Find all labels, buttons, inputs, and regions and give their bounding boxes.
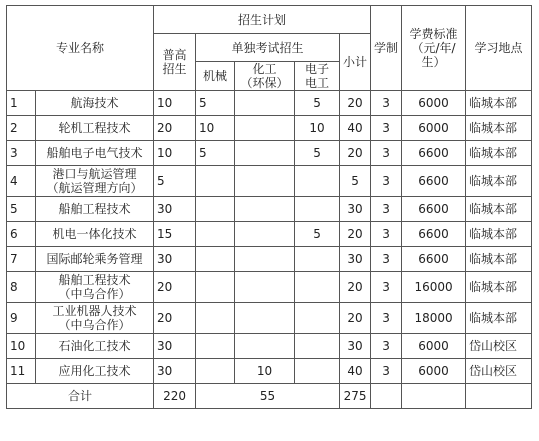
chem-count [235,197,295,222]
table-row [7,272,532,303]
elec-count [295,197,340,222]
location: 临城本部 [466,222,532,247]
mech-count [196,334,235,359]
fee: 18000 [402,303,466,334]
total-row [7,384,532,409]
mech-count: 5 [196,91,235,116]
general-count: 20 [154,303,196,334]
total-separate: 55 [196,384,340,409]
total-subtotal: 275 [340,384,371,409]
table-row [7,91,532,116]
total-fee [402,384,466,409]
major-name: 航海技术 [36,91,154,116]
table-row [7,359,532,384]
fee: 6600 [402,141,466,166]
years: 3 [371,116,402,141]
general-count: 30 [154,197,196,222]
subtotal: 30 [340,334,371,359]
fee: 6000 [402,334,466,359]
subtotal: 20 [340,272,371,303]
general-count: 20 [154,272,196,303]
major-name: 石油化工技术 [36,334,154,359]
subtotal: 20 [340,91,371,116]
row-number: 9 [7,303,36,334]
major-name: 船舶电子电气技术 [36,141,154,166]
row-number: 4 [7,166,36,197]
major-name: 工业机器人技术 （中乌合作） [36,303,154,334]
elec-count [295,303,340,334]
row-number: 7 [7,247,36,272]
location: 临城本部 [466,247,532,272]
years: 3 [371,272,402,303]
header-row-1 [7,6,532,34]
subtotal: 5 [340,166,371,197]
chem-count [235,166,295,197]
general-count: 20 [154,116,196,141]
chem-count [235,116,295,141]
subtotal: 30 [340,247,371,272]
general-count: 30 [154,247,196,272]
fee: 16000 [402,272,466,303]
elec-count [295,247,340,272]
mech-count [196,272,235,303]
years: 3 [371,141,402,166]
fee: 6600 [402,222,466,247]
mech-count: 10 [196,116,235,141]
location: 岱山校区 [466,334,532,359]
table-row [7,166,532,197]
years: 3 [371,303,402,334]
elec-count [295,166,340,197]
subtotal: 30 [340,197,371,222]
header-plan: 招生计划 [154,6,371,34]
header-fee: 学费标准 （元/年/ 生） [402,6,466,91]
header-location: 学习地点 [466,6,532,91]
table-row [7,197,532,222]
chem-count: 10 [235,359,295,384]
elec-count: 5 [295,141,340,166]
row-number: 3 [7,141,36,166]
table-row [7,334,532,359]
table-row [7,116,532,141]
location: 临城本部 [466,197,532,222]
enrollment-plan-table [6,5,532,409]
header-chem: 化工 （环保） [235,62,295,91]
table-row [7,303,532,334]
mech-count [196,197,235,222]
row-number: 10 [7,334,36,359]
header-name: 专业名称 [7,6,154,91]
header-general: 普高 招生 [154,34,196,91]
chem-count [235,247,295,272]
header-subtotal: 小计 [340,34,371,91]
mech-count [196,359,235,384]
location: 临城本部 [466,303,532,334]
fee: 6600 [402,197,466,222]
location: 临城本部 [466,91,532,116]
years: 3 [371,166,402,197]
chem-count [235,91,295,116]
years: 3 [371,247,402,272]
major-name: 国际邮轮乘务管理 [36,247,154,272]
elec-count: 10 [295,116,340,141]
general-count: 10 [154,91,196,116]
elec-count: 5 [295,222,340,247]
fee: 6000 [402,359,466,384]
years: 3 [371,91,402,116]
row-number: 6 [7,222,36,247]
header-elec: 电子 电工 [295,62,340,91]
major-name: 船舶工程技术 （中乌合作） [36,272,154,303]
chem-count [235,272,295,303]
years: 3 [371,359,402,384]
table-row [7,247,532,272]
row-number: 11 [7,359,36,384]
years: 3 [371,222,402,247]
major-name: 机电一体化技术 [36,222,154,247]
header-separate: 单独考试招生 [196,34,340,62]
fee: 6600 [402,247,466,272]
major-name: 船舶工程技术 [36,197,154,222]
subtotal: 40 [340,359,371,384]
total-general: 220 [154,384,196,409]
total-label: 合计 [7,384,154,409]
subtotal: 40 [340,116,371,141]
mech-count [196,222,235,247]
table-row [7,222,532,247]
general-count: 5 [154,166,196,197]
location: 岱山校区 [466,359,532,384]
row-number: 1 [7,91,36,116]
location: 临城本部 [466,141,532,166]
total-years [371,384,402,409]
mech-count [196,247,235,272]
fee: 6600 [402,166,466,197]
elec-count [295,359,340,384]
elec-count [295,272,340,303]
row-number: 5 [7,197,36,222]
chem-count [235,303,295,334]
total-location [466,384,532,409]
location: 临城本部 [466,116,532,141]
fee: 6000 [402,91,466,116]
chem-count [235,141,295,166]
mech-count [196,166,235,197]
mech-count: 5 [196,141,235,166]
years: 3 [371,334,402,359]
years: 3 [371,197,402,222]
major-name: 轮机工程技术 [36,116,154,141]
general-count: 10 [154,141,196,166]
general-count: 15 [154,222,196,247]
subtotal: 20 [340,303,371,334]
location: 临城本部 [466,272,532,303]
elec-count [295,334,340,359]
subtotal: 20 [340,141,371,166]
mech-count [196,303,235,334]
row-number: 2 [7,116,36,141]
row-number: 8 [7,272,36,303]
location: 临城本部 [466,166,532,197]
major-name: 应用化工技术 [36,359,154,384]
chem-count [235,222,295,247]
table-body [7,6,532,384]
header-mech: 机械 [196,62,235,91]
general-count: 30 [154,359,196,384]
subtotal: 20 [340,222,371,247]
header-years: 学制 [371,6,402,91]
chem-count [235,334,295,359]
table-row [7,141,532,166]
elec-count: 5 [295,91,340,116]
general-count: 30 [154,334,196,359]
fee: 6000 [402,116,466,141]
major-name: 港口与航运管理 （航运管理方向） [36,166,154,197]
